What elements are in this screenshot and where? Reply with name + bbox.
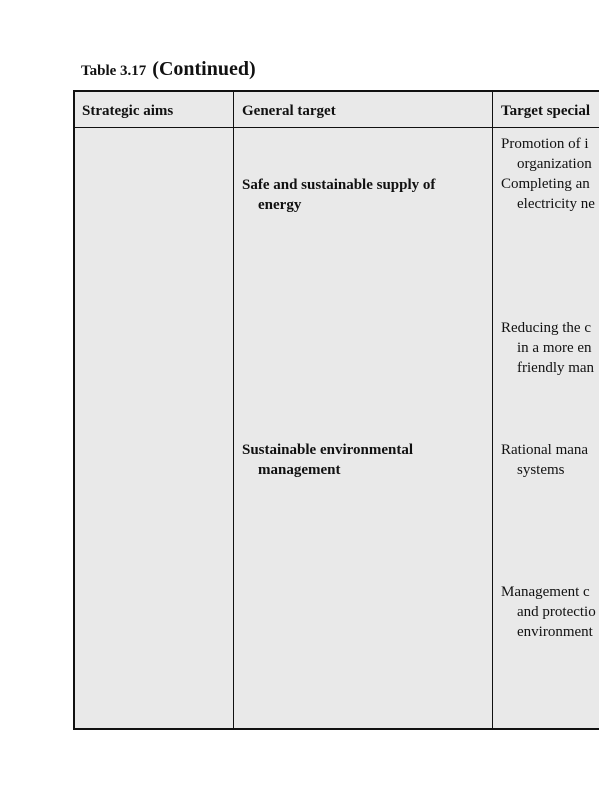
target-special-line: Management c: [501, 584, 590, 600]
table-continued-label: (Continued): [152, 58, 256, 80]
target-special-line: friendly man: [517, 360, 595, 376]
target-special-line: organization: [517, 156, 592, 172]
general-target-energy: [242, 175, 435, 215]
target-special-line: Promotion of i: [501, 136, 589, 152]
target-special-block-4: [501, 582, 596, 642]
target-special-block-1: [501, 134, 595, 214]
general-target-line: Sustainable environmental: [242, 442, 413, 458]
target-special-line: in a more en: [517, 340, 592, 356]
target-special-line: Rational mana: [501, 442, 589, 458]
table-caption: [81, 58, 256, 81]
target-special-block-2: [501, 318, 594, 378]
target-special-line: Completing an: [501, 176, 590, 192]
general-target-line: energy: [258, 197, 302, 213]
table-number: Table 3.17: [81, 63, 147, 79]
target-special-block-3: [501, 440, 588, 480]
target-special-line: Reducing the c: [501, 320, 591, 336]
target-special-line: and protectio: [517, 604, 596, 620]
column-divider-1: [233, 90, 234, 730]
general-target-environment: [242, 440, 413, 480]
target-special-line: electricity ne: [517, 196, 595, 212]
target-special-line: environment: [517, 624, 593, 640]
target-special-line: systems: [517, 462, 565, 478]
header-strategic-aims: Strategic aims: [82, 103, 174, 119]
header-divider: [73, 127, 599, 128]
general-target-line: Safe and sustainable supply of: [242, 177, 436, 193]
header-target-special: Target special: [501, 103, 591, 119]
header-general-target: General target: [242, 103, 336, 119]
column-divider-2: [492, 90, 493, 730]
general-target-line: management: [258, 462, 341, 478]
